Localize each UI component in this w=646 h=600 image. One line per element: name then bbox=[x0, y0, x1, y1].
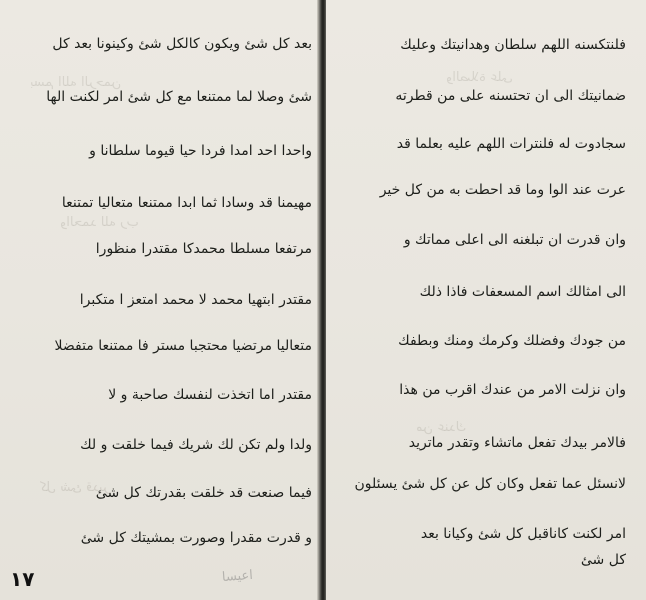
text-line: متعاليا مرتضيا محتجبا مستر فا ممتنعا متفضلا bbox=[54, 338, 312, 354]
text-line: من جودك وفضلك وكرمك ومنك وبطفك bbox=[398, 333, 626, 349]
text-line: كل شئ bbox=[580, 552, 626, 568]
bleed-through-text: كل شئ قدير bbox=[40, 480, 110, 495]
pencil-margin-note: اعيسا bbox=[221, 567, 254, 586]
bleed-through-text: من عندك bbox=[416, 420, 467, 435]
text-line: فالامر بيدك تفعل ماتشاء وتقدر ماتريد bbox=[408, 435, 626, 451]
text-line: عرت عند الوا وما قد احطت به من كل خير bbox=[379, 182, 626, 198]
text-line: بعد كل شئ ويكون كالكل شئ وكينونا بعد كل bbox=[52, 36, 312, 52]
text-line: الى امثالك اسم المسعفات فاذا ذلك bbox=[419, 284, 626, 300]
text-line: مهيمنا قد وسادا ثما ابدا ممتنعا متعاليا تمتنعا bbox=[61, 195, 312, 211]
text-line: واحدا احد امدا فردا حيا قيوما سلطانا و bbox=[89, 143, 312, 159]
page-number: ١٧ bbox=[10, 567, 35, 591]
bleed-through-text: والصلاة على bbox=[446, 70, 513, 85]
text-line: مقتدر ابتهيا محمد لا محمد امتعز ا متكبرا bbox=[79, 292, 312, 308]
left-page bbox=[0, 0, 320, 600]
text-line: و قدرت مقدرا وصورت بمشيتك كل شئ bbox=[80, 530, 312, 546]
text-line: وان نزلت الامر من عندك اقرب من هذا bbox=[399, 382, 626, 398]
text-line: لانسئل عما تفعل وكان كل عن كل شئ يسئلون bbox=[354, 476, 626, 492]
text-line: مرتفعا مسلطا محمدكا مقتدرا منظورا bbox=[95, 241, 312, 257]
text-line: ولدا ولم تكن لك شريك فيما خلقت و لك bbox=[80, 437, 312, 453]
bleed-through-text: بسم الله الرحمن bbox=[30, 75, 122, 90]
text-line: فلنتكسنه اللهم سلطان وهدانيتك وعليك bbox=[400, 37, 626, 53]
text-line: ضمانيتك الى ان تحتسنه على من قطرته bbox=[395, 88, 626, 104]
right-page bbox=[326, 0, 646, 600]
text-line: وان قدرت ان تبلغنه الى اعلى مماتك و bbox=[403, 232, 626, 248]
text-line: سجادوت له فلنترات اللهم عليه بعلما قد bbox=[396, 136, 626, 152]
text-line: شئ وصلا لما ممتنعا مع كل شئ امر لكنت الها bbox=[46, 89, 312, 105]
text-line: مقتدر اما اتخذت لنفسك صاحبة و لا bbox=[108, 387, 312, 403]
text-line: فيما صنعت قد خلقت بقدرتك كل شئ bbox=[95, 485, 312, 501]
text-line: امر لكنت كاناقبل كل شئ وكيانا بعد bbox=[420, 526, 626, 542]
bleed-through-text: والحمد لله رب bbox=[60, 215, 139, 230]
